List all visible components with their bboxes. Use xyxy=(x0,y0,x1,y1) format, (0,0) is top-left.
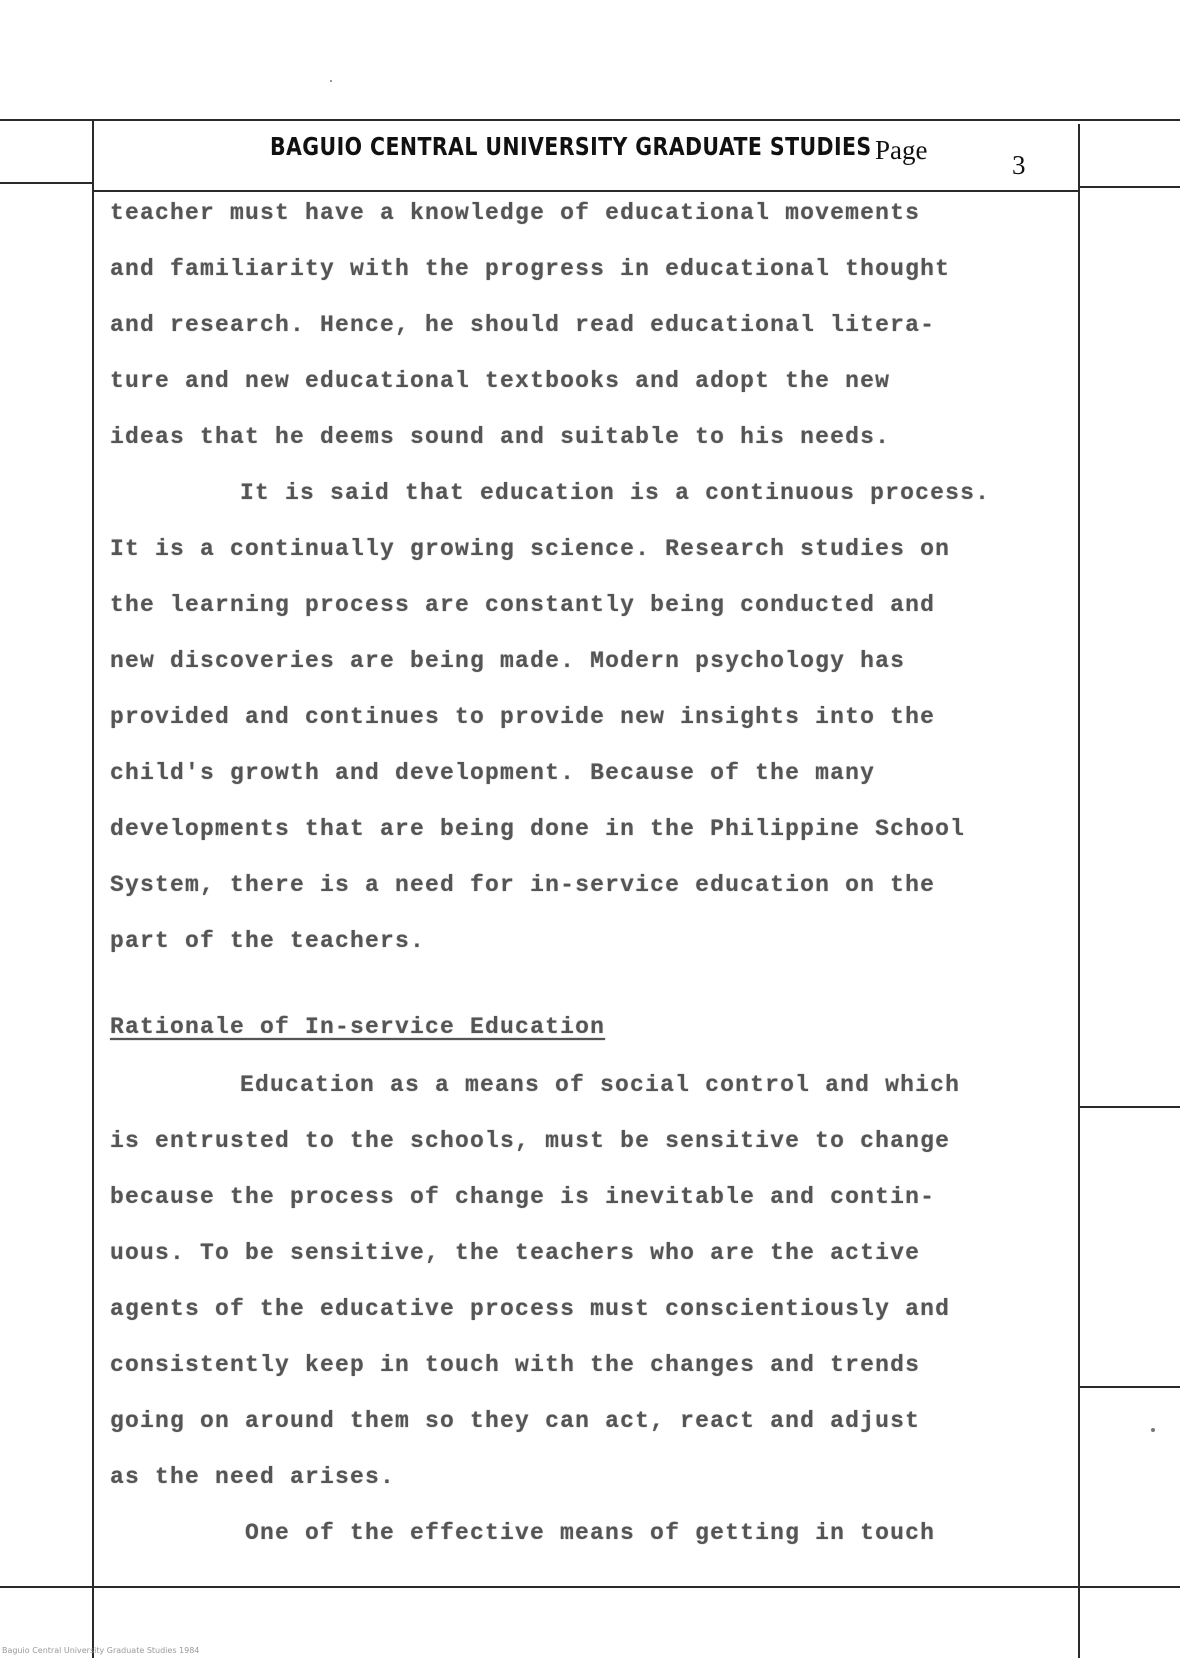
footer-note: Baguio Central University Graduate Studies 1984 xyxy=(2,1646,200,1655)
paragraph-start-line: It is said that education is a continuous process. xyxy=(240,480,991,506)
body-line: child's growth and development. Because of the many xyxy=(110,760,876,786)
body-line: part of the teachers. xyxy=(110,928,426,954)
document-header-title: BAGUIO CENTRAL UNIVERSITY GRADUATE STUDIES xyxy=(270,132,872,161)
left-vertical-rule xyxy=(92,119,94,1658)
right-margin-rule-2 xyxy=(1079,1386,1180,1388)
body-line: going on around them so they can act, react and adjust xyxy=(110,1408,921,1434)
page-label: Page xyxy=(875,135,928,165)
scan-speck xyxy=(330,80,332,82)
page-number: 3 xyxy=(1012,150,1026,180)
body-line: and familiarity with the progress in educational thought xyxy=(110,256,951,282)
body-line: developments that are being done in the Philippine School xyxy=(110,816,966,842)
paragraph-start-line: Education as a means of social control and which xyxy=(240,1072,961,1098)
body-line: ideas that he deems sound and suitable to his needs. xyxy=(110,424,891,450)
body-line: and research. Hence, he should read educational litera- xyxy=(110,312,936,338)
body-line: It is a continually growing science. Research studies on xyxy=(110,536,951,562)
page-frame-bottom-rule xyxy=(0,1586,1180,1588)
body-line: is entrusted to the schools, must be sensitive to change xyxy=(110,1128,951,1154)
scan-speck xyxy=(1151,1428,1155,1432)
right-margin-outer-rule xyxy=(1079,186,1180,188)
right-margin-rule-1 xyxy=(1079,1106,1180,1108)
body-line: System, there is a need for in-service education on the xyxy=(110,872,936,898)
left-margin-outer-rule xyxy=(0,182,92,184)
header-bottom-rule xyxy=(92,190,1079,192)
body-line: new discoveries are being made. Modern psychology has xyxy=(110,648,906,674)
body-line: uous. To be sensitive, the teachers who are the active xyxy=(110,1240,921,1266)
paragraph-start-line: One of the effective means of getting in touch xyxy=(245,1520,936,1546)
section-heading: Rationale of In-service Education xyxy=(110,1014,606,1040)
body-line: teacher must have a knowledge of educational movements xyxy=(110,200,921,226)
body-line: agents of the educative process must conscientiously and xyxy=(110,1296,951,1322)
page-frame-top-rule xyxy=(0,119,1180,121)
body-line: consistently keep in touch with the changes and trends xyxy=(110,1352,921,1378)
right-vertical-rule xyxy=(1078,124,1080,1658)
body-line: provided and continues to provide new insights into the xyxy=(110,704,936,730)
body-line: ture and new educational textbooks and adopt the new xyxy=(110,368,891,394)
body-line: as the need arises. xyxy=(110,1464,396,1490)
body-line: because the process of change is inevitable and contin- xyxy=(110,1184,936,1210)
body-line: the learning process are constantly being conducted and xyxy=(110,592,936,618)
